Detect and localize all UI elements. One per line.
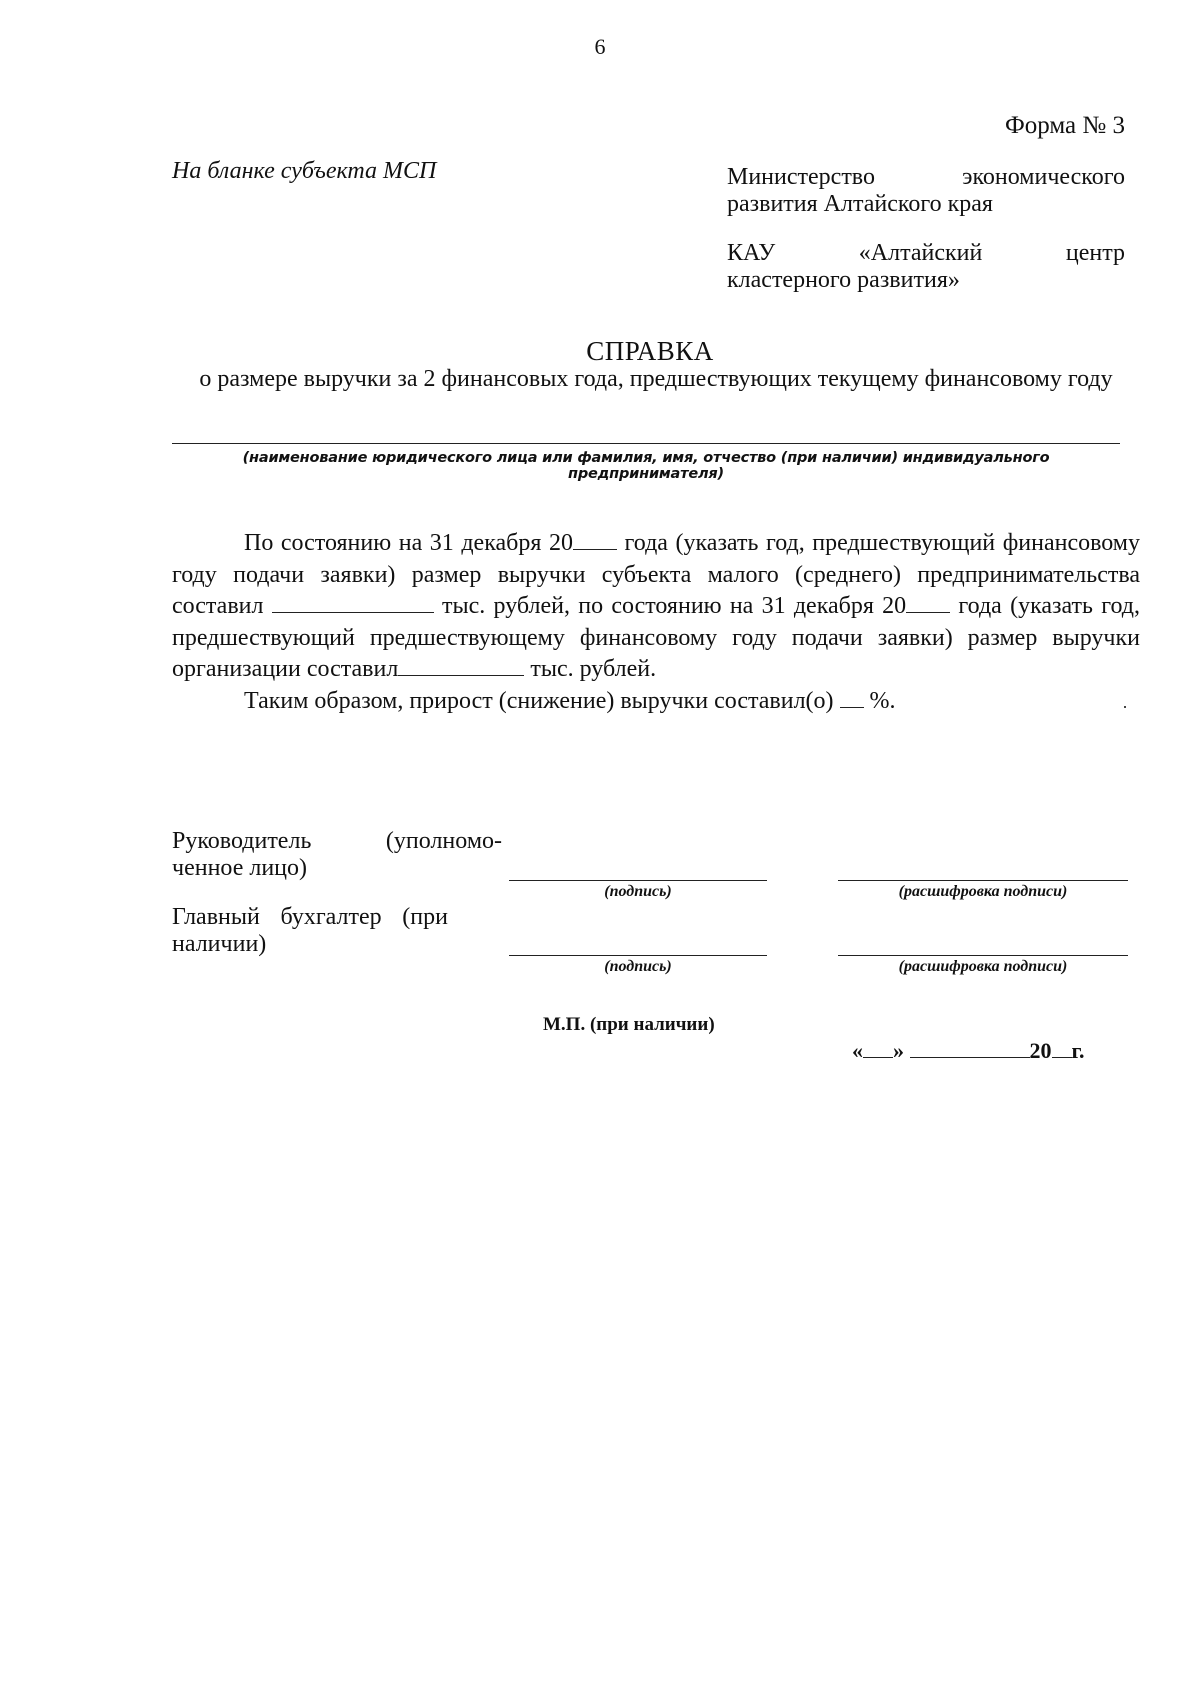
revenue-1-blank [272, 592, 434, 613]
scan-speck [1124, 706, 1126, 708]
entity-name-line [172, 443, 1120, 444]
document-title: СПРАВКА [586, 336, 714, 366]
accountant-signature-line [509, 955, 767, 956]
entity-name-caption: (наименование юридического лица или фамилия, имя, отчество (при наличии) индивидуального предпринимателя) [242, 450, 1050, 482]
head-decryption-caption: (расшифровка подписи) [898, 883, 1068, 900]
recipient-cluster-center-line2: кластерного развития» [727, 267, 960, 293]
recipient-ministry [727, 164, 1125, 218]
stamp-note: М.П. (при наличии) [543, 1014, 715, 1035]
month-blank [910, 1037, 1030, 1058]
accountant-decryption-caption: (расшифровка подписи) [898, 958, 1068, 975]
body-p2-part-a: Таким образом, прирост (снижение) выручки составил(о) [244, 687, 840, 714]
body-paragraph-1 [172, 528, 1140, 686]
accountant-decryption-line [838, 955, 1128, 956]
year-blank [1052, 1037, 1072, 1058]
body-p1-part-d: года (указать год, предшествующий предшествующему финансовому году подачи заявки) размер выручки организации составил [172, 593, 1140, 682]
body-p1-part-b: года (указать год, предшествующий финансовому году подачи заявки) размер выручки субъекта малого (среднего) предпринимательства составил [172, 530, 1140, 619]
accountant-label [172, 904, 502, 958]
body-p1-part-e: тыс. рублей. [524, 656, 657, 682]
accountant-label-line2: наличии) [172, 931, 267, 957]
body-p1-part-a: По состоянию на 31 декабря 20 [244, 530, 573, 556]
body-paragraph-2 [172, 686, 1140, 718]
head-signature-line [509, 880, 767, 881]
recipient-cluster-center [727, 240, 1125, 294]
accountant-signature-caption: (подпись) [604, 958, 672, 975]
head-label [172, 828, 502, 882]
year-2-blank [906, 592, 950, 613]
revenue-2-blank [398, 655, 524, 676]
head-signature-caption: (подпись) [604, 883, 672, 900]
growth-percent-blank [840, 687, 864, 708]
date-year-prefix: 20 [1029, 1038, 1052, 1063]
accountant-label-line1: Главный бухгалтер (при [172, 904, 448, 930]
recipient-ministry-line1: Министерство экономического [727, 164, 1125, 190]
head-label-line2: ченное лицо) [172, 855, 308, 881]
day-blank [863, 1037, 893, 1058]
recipient-ministry-line2: развития Алтайского края [727, 191, 993, 217]
page-number: 6 [594, 34, 606, 59]
body-text [172, 528, 1140, 717]
date-open-quote: « [852, 1038, 863, 1063]
date-close-quote: » [893, 1038, 904, 1063]
recipient-cluster-center-line1: КАУ «Алтайский центр [727, 240, 1125, 266]
form-number: Форма № 3 [1005, 112, 1125, 139]
head-decryption-line [838, 880, 1128, 881]
body-p1-part-c: тыс. рублей, по состоянию на 31 декабря 20 [433, 593, 907, 619]
date-year-suffix: г. [1071, 1038, 1085, 1063]
head-label-line1: Руководитель (уполномо- [172, 828, 502, 854]
document-subtitle: о размере выручки за 2 финансовых года, предшествующих текущему финансовому году [199, 366, 1113, 392]
letterhead-note: На бланке субъекта МСП [172, 158, 437, 184]
year-1-blank [573, 529, 617, 550]
date-line [852, 1037, 1085, 1064]
body-p2-part-b: %. [863, 687, 896, 714]
